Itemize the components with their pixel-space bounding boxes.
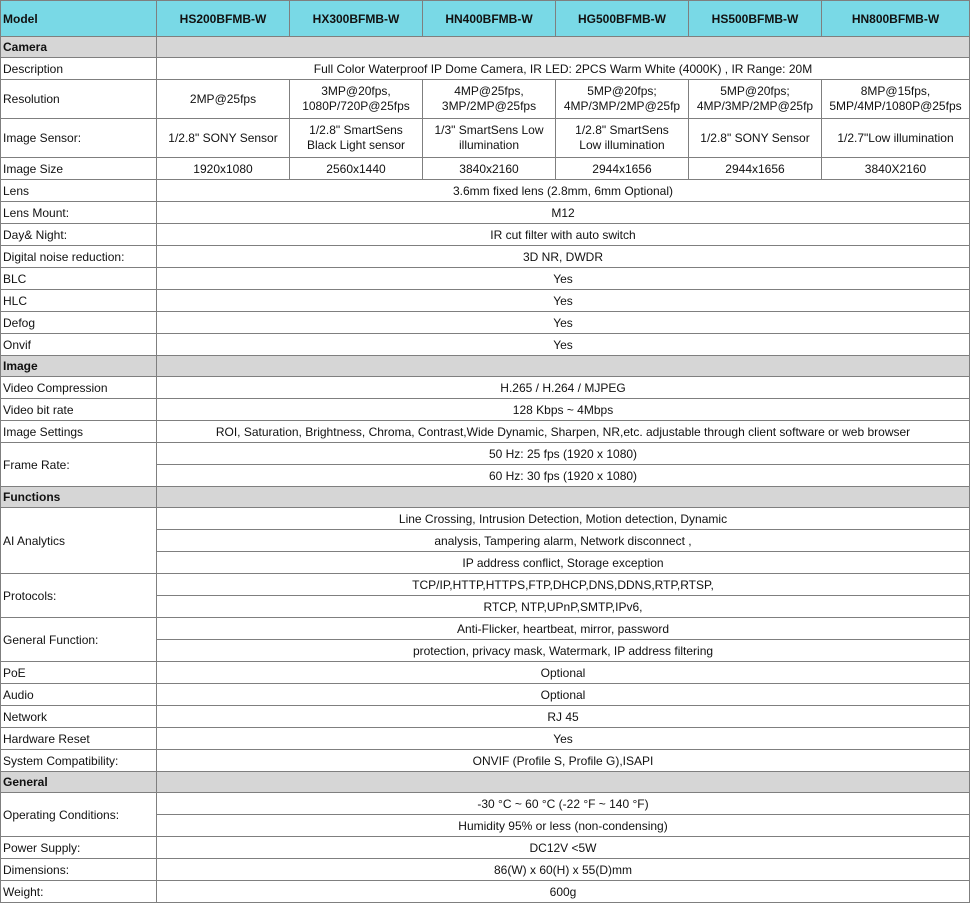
cell-value: 1/2.7"Low illumination	[822, 119, 970, 158]
cell-value: 3840X2160	[822, 158, 970, 180]
row-value: H.265 / H.264 / MJPEG	[157, 377, 970, 399]
table-row	[1, 399, 970, 421]
row-label: Weight:	[1, 881, 157, 903]
table-row	[1, 750, 970, 772]
row-label: Frame Rate:	[1, 443, 157, 487]
row-value: 128 Kbps ~ 4Mbps	[157, 399, 970, 421]
row-value: 600g	[157, 881, 970, 903]
section-fill	[157, 487, 970, 508]
row-value: 86(W) x 60(H) x 55(D)mm	[157, 859, 970, 881]
table-row	[1, 728, 970, 750]
section-fill	[157, 37, 970, 58]
section-row	[1, 487, 970, 508]
row-label: Video Compression	[1, 377, 157, 399]
header-row	[1, 1, 970, 37]
row-value: 50 Hz: 25 fps (1920 x 1080)	[157, 443, 970, 465]
cell-value: 3840x2160	[423, 158, 556, 180]
row-value: ROI, Saturation, Brightness, Chroma, Contrast,Wide Dynamic, Sharpen, NR,etc. adjustable through client software or web browser	[157, 421, 970, 443]
table-row	[1, 119, 970, 158]
cell-value: 1/2.8" SONY Sensor	[157, 119, 290, 158]
section-title: Camera	[1, 37, 157, 58]
row-label: Video bit rate	[1, 399, 157, 421]
row-value: M12	[157, 202, 970, 224]
row-label: Operating Conditions:	[1, 793, 157, 837]
model-label: Model	[1, 1, 157, 37]
row-label: Image Sensor:	[1, 119, 157, 158]
row-label: Power Supply:	[1, 837, 157, 859]
cell-value: 2560x1440	[290, 158, 423, 180]
row-value: RTCP, NTP,UPnP,SMTP,IPv6,	[157, 596, 970, 618]
cell-value: 2944x1656	[689, 158, 822, 180]
row-label: Hardware Reset	[1, 728, 157, 750]
row-value: Optional	[157, 684, 970, 706]
section-title: Functions	[1, 487, 157, 508]
table-row	[1, 793, 970, 815]
table-row	[1, 246, 970, 268]
row-value: IP address conflict, Storage exception	[157, 552, 970, 574]
row-value: 3D NR, DWDR	[157, 246, 970, 268]
row-value: 3.6mm fixed lens (2.8mm, 6mm Optional)	[157, 180, 970, 202]
row-label: Resolution	[1, 80, 157, 119]
section-fill	[157, 772, 970, 793]
row-label: System Compatibility:	[1, 750, 157, 772]
row-value: IR cut filter with auto switch	[157, 224, 970, 246]
table-row	[1, 202, 970, 224]
row-value: Full Color Waterproof IP Dome Camera, IR LED: 2PCS Warm White (4000K) , IR Range: 20M	[157, 58, 970, 80]
cell-value: 1920x1080	[157, 158, 290, 180]
table-row	[1, 158, 970, 180]
table-row	[1, 508, 970, 530]
model-name: HX300BFMB-W	[290, 1, 423, 37]
row-label: General Function:	[1, 618, 157, 662]
cell-value: 1/2.8" SmartSens Low illumination	[556, 119, 689, 158]
row-label: Image Size	[1, 158, 157, 180]
model-name: HS500BFMB-W	[689, 1, 822, 37]
row-label: BLC	[1, 268, 157, 290]
table-row	[1, 837, 970, 859]
table-row	[1, 706, 970, 728]
row-label: Image Settings	[1, 421, 157, 443]
row-label: Lens	[1, 180, 157, 202]
table-row	[1, 859, 970, 881]
row-label: Defog	[1, 312, 157, 334]
cell-value: 3MP@20fps, 1080P/720P@25fps	[290, 80, 423, 119]
cell-value: 5MP@20fps; 4MP/3MP/2MP@25fp	[689, 80, 822, 119]
table-row	[1, 377, 970, 399]
section-title: Image	[1, 356, 157, 377]
model-name: HN800BFMB-W	[822, 1, 970, 37]
section-fill	[157, 356, 970, 377]
row-value: RJ 45	[157, 706, 970, 728]
section-row	[1, 37, 970, 58]
row-label: HLC	[1, 290, 157, 312]
row-label: PoE	[1, 662, 157, 684]
row-label: Audio	[1, 684, 157, 706]
row-label: Onvif	[1, 334, 157, 356]
table-row	[1, 224, 970, 246]
cell-value: 2MP@25fps	[157, 80, 290, 119]
table-row	[1, 881, 970, 903]
model-name: HG500BFMB-W	[556, 1, 689, 37]
cell-value: 4MP@25fps, 3MP/2MP@25fps	[423, 80, 556, 119]
row-label: Dimensions:	[1, 859, 157, 881]
table-row	[1, 268, 970, 290]
cell-value: 2944x1656	[556, 158, 689, 180]
row-value: Humidity 95% or less (non-condensing)	[157, 815, 970, 837]
row-label: AI Analytics	[1, 508, 157, 574]
cell-value: 1/2.8" SmartSens Black Light sensor	[290, 119, 423, 158]
table-row	[1, 80, 970, 119]
table-row	[1, 312, 970, 334]
row-value: ONVIF (Profile S, Profile G),ISAPI	[157, 750, 970, 772]
section-title: General	[1, 772, 157, 793]
table-row	[1, 180, 970, 202]
table-row	[1, 574, 970, 596]
row-value: DC12V <5W	[157, 837, 970, 859]
row-value: Yes	[157, 728, 970, 750]
row-value: Optional	[157, 662, 970, 684]
cell-value: 5MP@20fps; 4MP/3MP/2MP@25fp	[556, 80, 689, 119]
table-row	[1, 618, 970, 640]
row-value: 60 Hz: 30 fps (1920 x 1080)	[157, 465, 970, 487]
table-row	[1, 334, 970, 356]
row-value: protection, privacy mask, Watermark, IP address filtering	[157, 640, 970, 662]
cell-value: 8MP@15fps, 5MP/4MP/1080P@25fps	[822, 80, 970, 119]
section-row	[1, 772, 970, 793]
table-row	[1, 290, 970, 312]
row-value: Yes	[157, 290, 970, 312]
table-row	[1, 684, 970, 706]
table-row	[1, 58, 970, 80]
model-name: HS200BFMB-W	[157, 1, 290, 37]
table-row	[1, 421, 970, 443]
cell-value: 1/3" SmartSens Low illumination	[423, 119, 556, 158]
row-label: Protocols:	[1, 574, 157, 618]
row-value: TCP/IP,HTTP,HTTPS,FTP,DHCP,DNS,DDNS,RTP,RTSP,	[157, 574, 970, 596]
section-row	[1, 356, 970, 377]
row-value: -30 °C ~ 60 °C (-22 °F ~ 140 °F)	[157, 793, 970, 815]
row-value: Anti-Flicker, heartbeat, mirror, password	[157, 618, 970, 640]
row-value: Yes	[157, 334, 970, 356]
row-value: Line Crossing, Intrusion Detection, Motion detection, Dynamic	[157, 508, 970, 530]
table-row	[1, 662, 970, 684]
row-value: analysis, Tampering alarm, Network disconnect ,	[157, 530, 970, 552]
row-label: Lens Mount:	[1, 202, 157, 224]
row-label: Digital noise reduction:	[1, 246, 157, 268]
table-row	[1, 443, 970, 465]
cell-value: 1/2.8" SONY Sensor	[689, 119, 822, 158]
model-name: HN400BFMB-W	[423, 1, 556, 37]
row-label: Network	[1, 706, 157, 728]
row-value: Yes	[157, 268, 970, 290]
row-value: Yes	[157, 312, 970, 334]
row-label: Description	[1, 58, 157, 80]
row-label: Day& Night:	[1, 224, 157, 246]
